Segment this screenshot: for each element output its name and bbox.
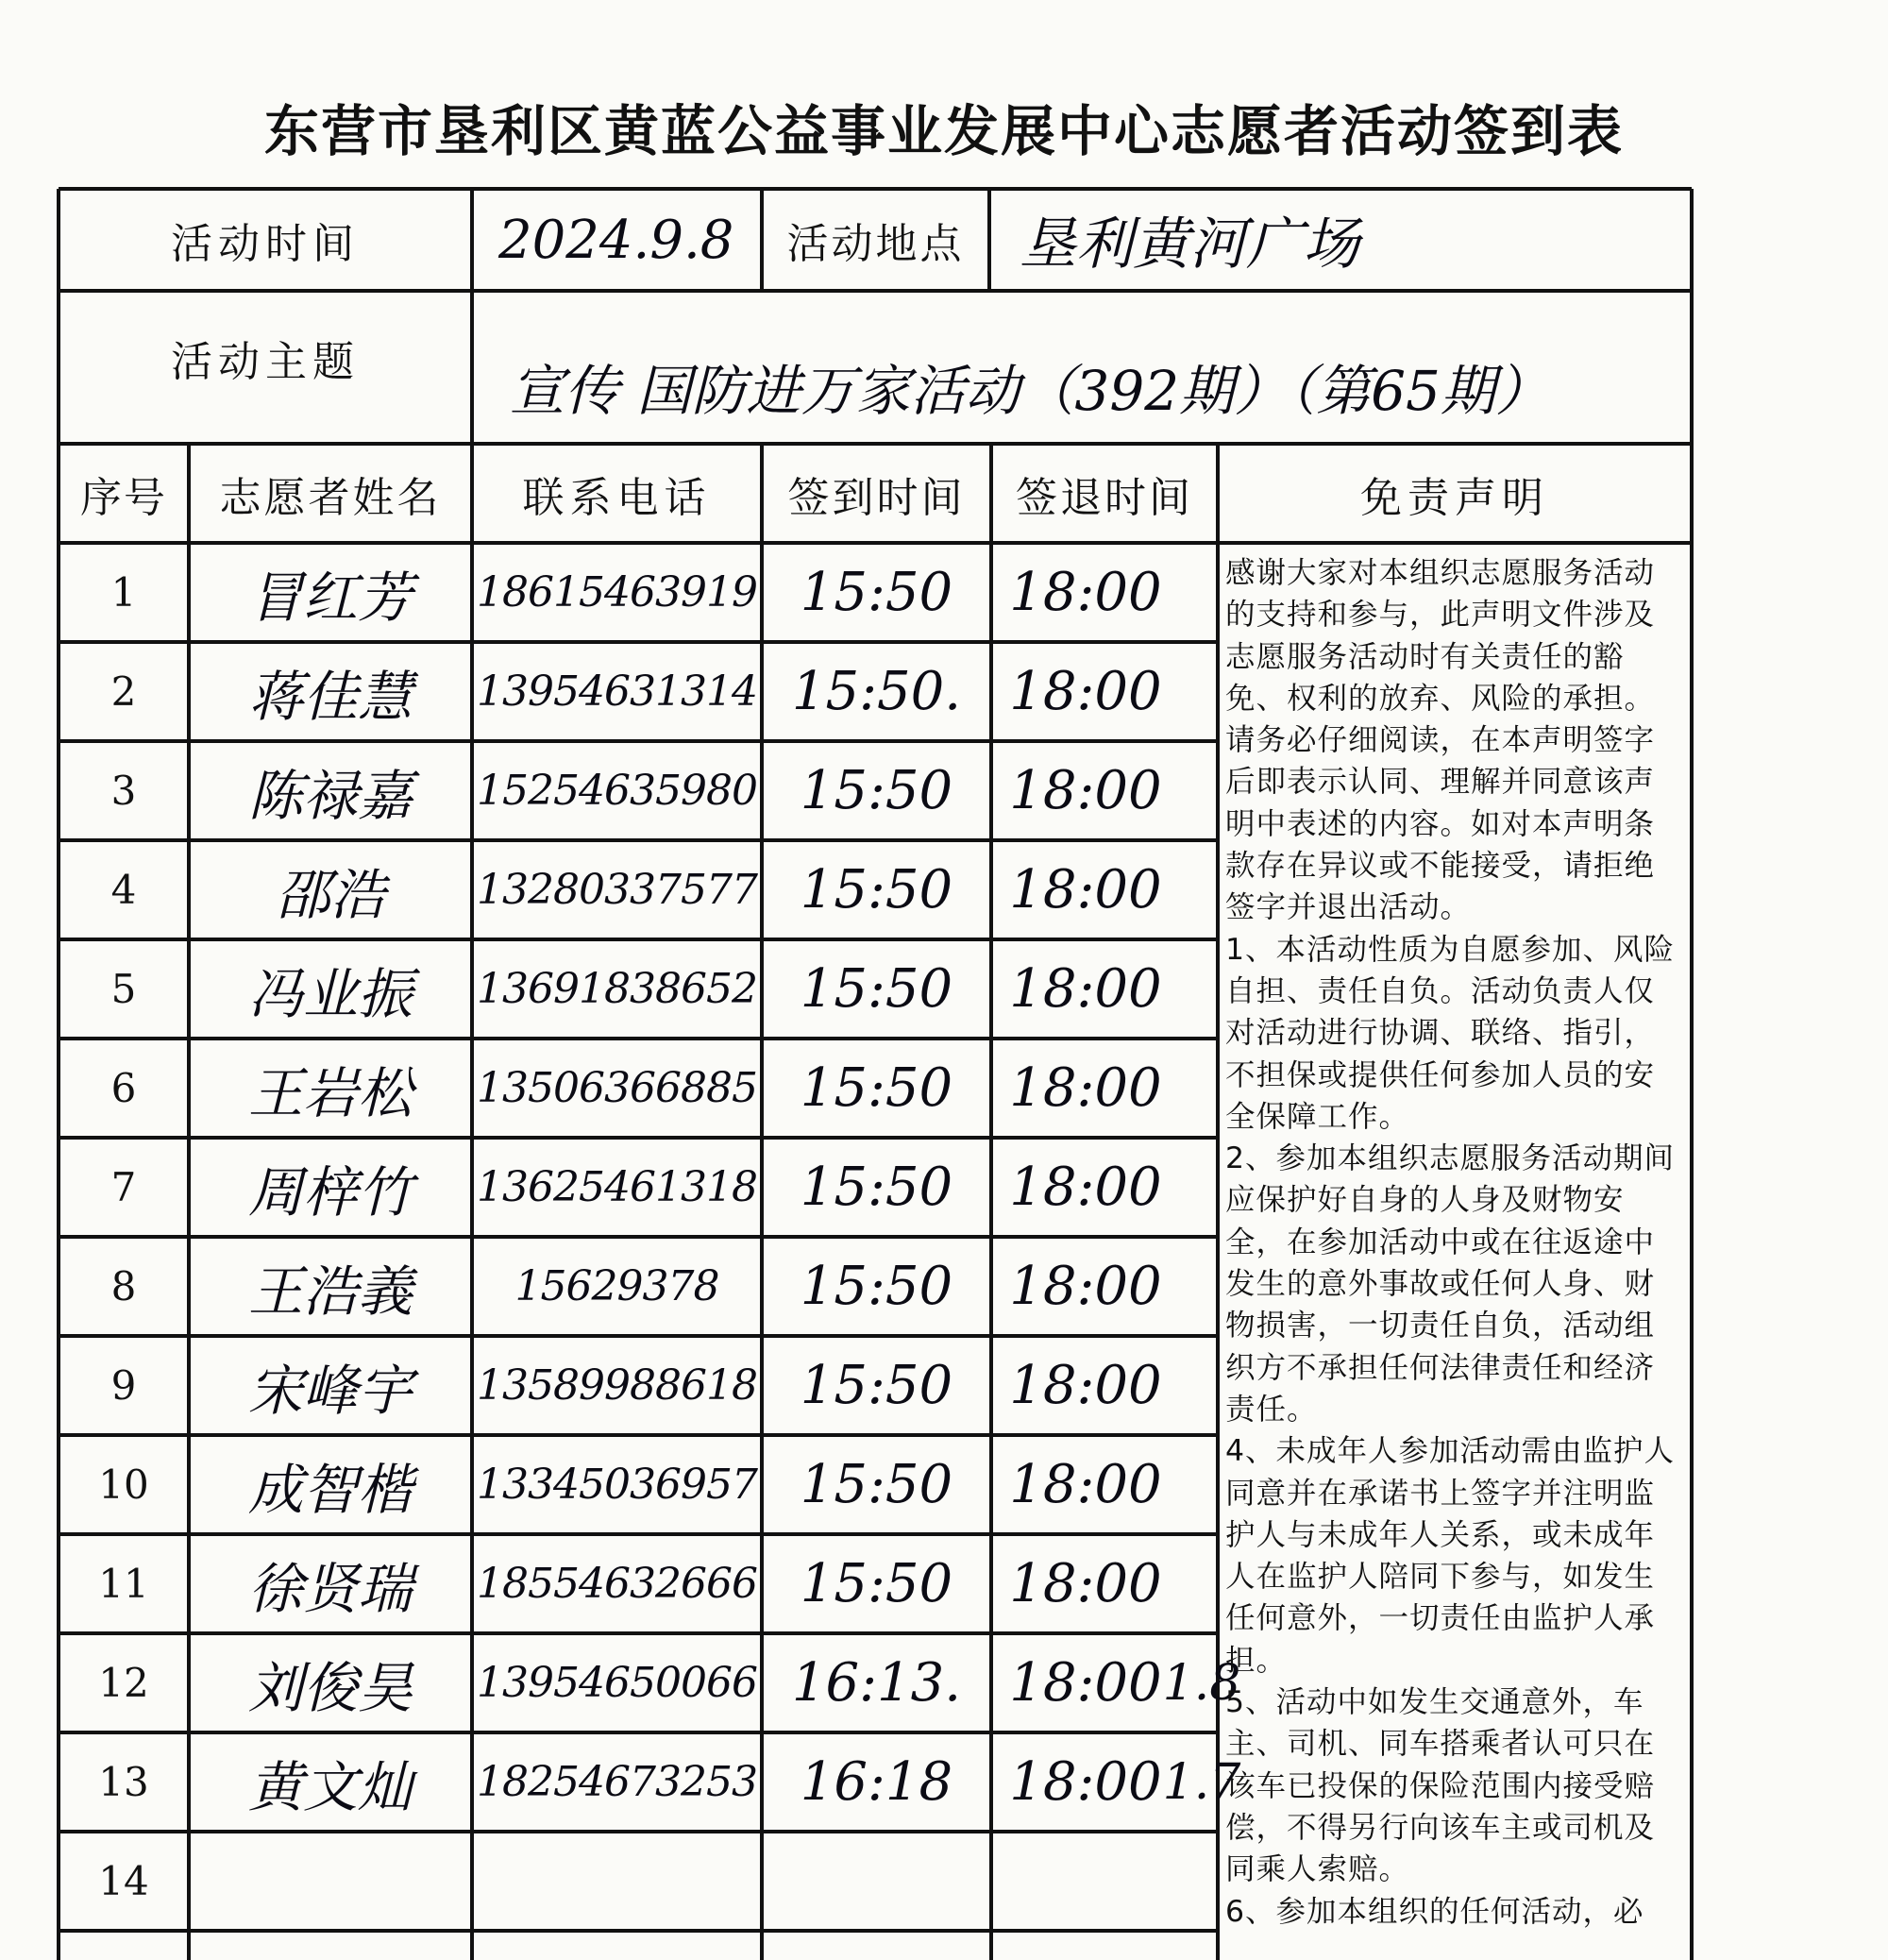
volunteer-name: 周梓竹: [247, 1159, 413, 1225]
row-number: 7: [110, 1164, 137, 1210]
volunteer-name: 宋峰宇: [247, 1358, 413, 1423]
checkout-extra-mark: 1.8: [1162, 1654, 1241, 1712]
activity-location-value: 垦利黄河广场: [1020, 211, 1359, 278]
checkin-time: 15:50: [800, 958, 953, 1020]
checkout-time: 18:00: [1009, 1355, 1162, 1416]
row-number: 3: [110, 768, 137, 814]
volunteer-name: 冒红芳: [247, 565, 413, 630]
checkin-time: 15:50: [800, 1454, 953, 1515]
column-header-checkout: 签退时间: [1016, 473, 1193, 522]
activity-location-label: 活动地点: [786, 220, 965, 268]
phone-number: 13506366885: [477, 1064, 757, 1112]
checkout-time: 18:00: [1009, 661, 1162, 722]
checkout-time: [991, 1832, 1180, 1931]
volunteer-name: 王岩松: [247, 1060, 413, 1125]
checkout-time: 18:00: [1009, 562, 1162, 623]
phone-number: 18554632666: [477, 1560, 757, 1608]
volunteer-name: 蒋佳慧: [247, 664, 413, 729]
checkin-time: 15:50: [800, 1553, 953, 1614]
row-number: 1: [110, 569, 137, 616]
activity-time-label: 活动时间: [171, 220, 360, 268]
column-header-name: 志愿者姓名: [219, 473, 442, 522]
row-number: 11: [98, 1561, 149, 1607]
column-header-checkin: 签到时间: [787, 473, 966, 522]
checkin-time: 16:13.: [791, 1652, 962, 1714]
row-number: 8: [110, 1263, 137, 1309]
checkout-time: 18:00: [1009, 859, 1162, 921]
checkout-time: 18:00: [1009, 958, 1162, 1020]
checkin-time: [762, 1832, 991, 1931]
checkout-extra-mark: 1.7: [1162, 1753, 1241, 1811]
phone-number: [472, 1832, 762, 1931]
activity-theme-value: 宣传 国防进万家活动（392期）（第65期）: [510, 359, 1550, 423]
phone-number: 13589988618: [477, 1361, 757, 1410]
phone-number: 13625461318: [477, 1163, 757, 1211]
checkin-time: 15:50: [800, 760, 953, 821]
volunteer-name: [189, 1832, 472, 1931]
volunteer-name: 冯业振: [247, 961, 413, 1026]
phone-number: 13954631314: [477, 667, 757, 716]
disclaimer-text: 感谢大家对本组织志愿服务活动的支持和参与，此声明文件涉及志愿服务活动时有关责任的豁免、权利的放弃、风险的承担。请务必仔细阅读，在本声明签字后即表示认同、理解并同意该声明中表述的内容。如对本声明条款存在异议或不能接受，请拒绝签字并退出活动。 1、本活动性质为自愿参加、风险自担、责任自负。活动负责人仅对活动进行协调、联络、指引，不担保或提供任何参加人员的安全保障工作。 2、参加本组织志愿服务活动期间应保护好自身的人身及财物安全，在参加活动中或在往返途中发生的意外事故或任何人身、财物损害，一切责任自负，活动组织方不承担任何法律责任和经济责任。 4、未成年人参加活动需由监护人同意并在承诺书上签字并注明监护人与未成年人关系，或未成年人在监护人陪同下参与，如发生任何意外，一切责任由监护人承担。 5、活动中如发生交通意外，车主、司机、同车搭乘者认可只在该车已投保的保险范围内接受赔偿，不得另行向该车主或司机及同乘人索赔。 6、参加本组织的任何活动，必: [1225, 556, 1676, 1929]
checkin-time: 15:50: [800, 1256, 953, 1317]
checkin-time: 15:50: [800, 1057, 953, 1119]
checkout-time: 18:00: [1009, 1553, 1162, 1614]
column-header-phone: 联系电话: [522, 473, 712, 522]
phone-number: 15629378: [514, 1262, 719, 1310]
volunteer-name: 刘俊昊: [247, 1655, 413, 1720]
phone-number: 18615463919: [477, 568, 757, 617]
phone-number: 13691838652: [477, 965, 757, 1013]
checkout-time: 18:00: [1009, 1157, 1162, 1218]
phone-number: 13345036957: [477, 1461, 757, 1509]
activity-theme-label: 活动主题: [171, 338, 360, 386]
row-number: 14: [98, 1858, 149, 1904]
volunteer-name: 黄文灿: [247, 1754, 413, 1819]
checkin-time: 15:50: [800, 1355, 953, 1416]
row-number: 9: [110, 1362, 137, 1409]
row-number: 2: [110, 668, 137, 715]
column-header-no: 序号: [80, 473, 167, 522]
row-number: 10: [98, 1462, 149, 1508]
column-header-disclaimer: 免责声明: [1360, 473, 1549, 522]
checkin-time: 15:50: [800, 1157, 953, 1218]
phone-number: 13280337577: [477, 866, 757, 914]
checkin-time: 15:50: [800, 562, 953, 623]
row-number: 12: [98, 1660, 149, 1706]
volunteer-name: 成智楷: [247, 1457, 413, 1522]
row-number: 4: [110, 867, 137, 913]
row-number: 5: [110, 966, 137, 1012]
volunteer-name: 陈禄嘉: [247, 763, 413, 828]
checkout-time: 18:00: [1009, 1652, 1162, 1714]
checkin-time: 16:18: [800, 1751, 953, 1813]
phone-number: 13954650066: [477, 1659, 757, 1707]
phone-number: 15254635980: [477, 767, 757, 815]
row-number: 6: [110, 1065, 137, 1111]
checkout-time: 18:00: [1009, 1256, 1162, 1317]
volunteer-name: 徐贤瑞: [247, 1556, 413, 1621]
checkout-time: 18:00: [1009, 1751, 1162, 1813]
checkout-time: 18:00: [1009, 1454, 1162, 1515]
checkin-time: 15:50: [800, 859, 953, 921]
volunteer-name: 邵浩: [275, 862, 385, 927]
sheet-title: 东营市垦利区黄蓝公益事业发展中心志愿者活动签到表: [263, 99, 1624, 163]
activity-time-value: 2024.9.8: [498, 209, 734, 271]
checkout-time: 18:00: [1009, 1057, 1162, 1119]
volunteer-name: 王浩義: [247, 1259, 413, 1324]
checkout-time: 18:00: [1009, 760, 1162, 821]
checkin-time: 15:50.: [791, 661, 962, 722]
row-number: 13: [98, 1759, 149, 1805]
phone-number: 18254673253: [477, 1758, 757, 1806]
